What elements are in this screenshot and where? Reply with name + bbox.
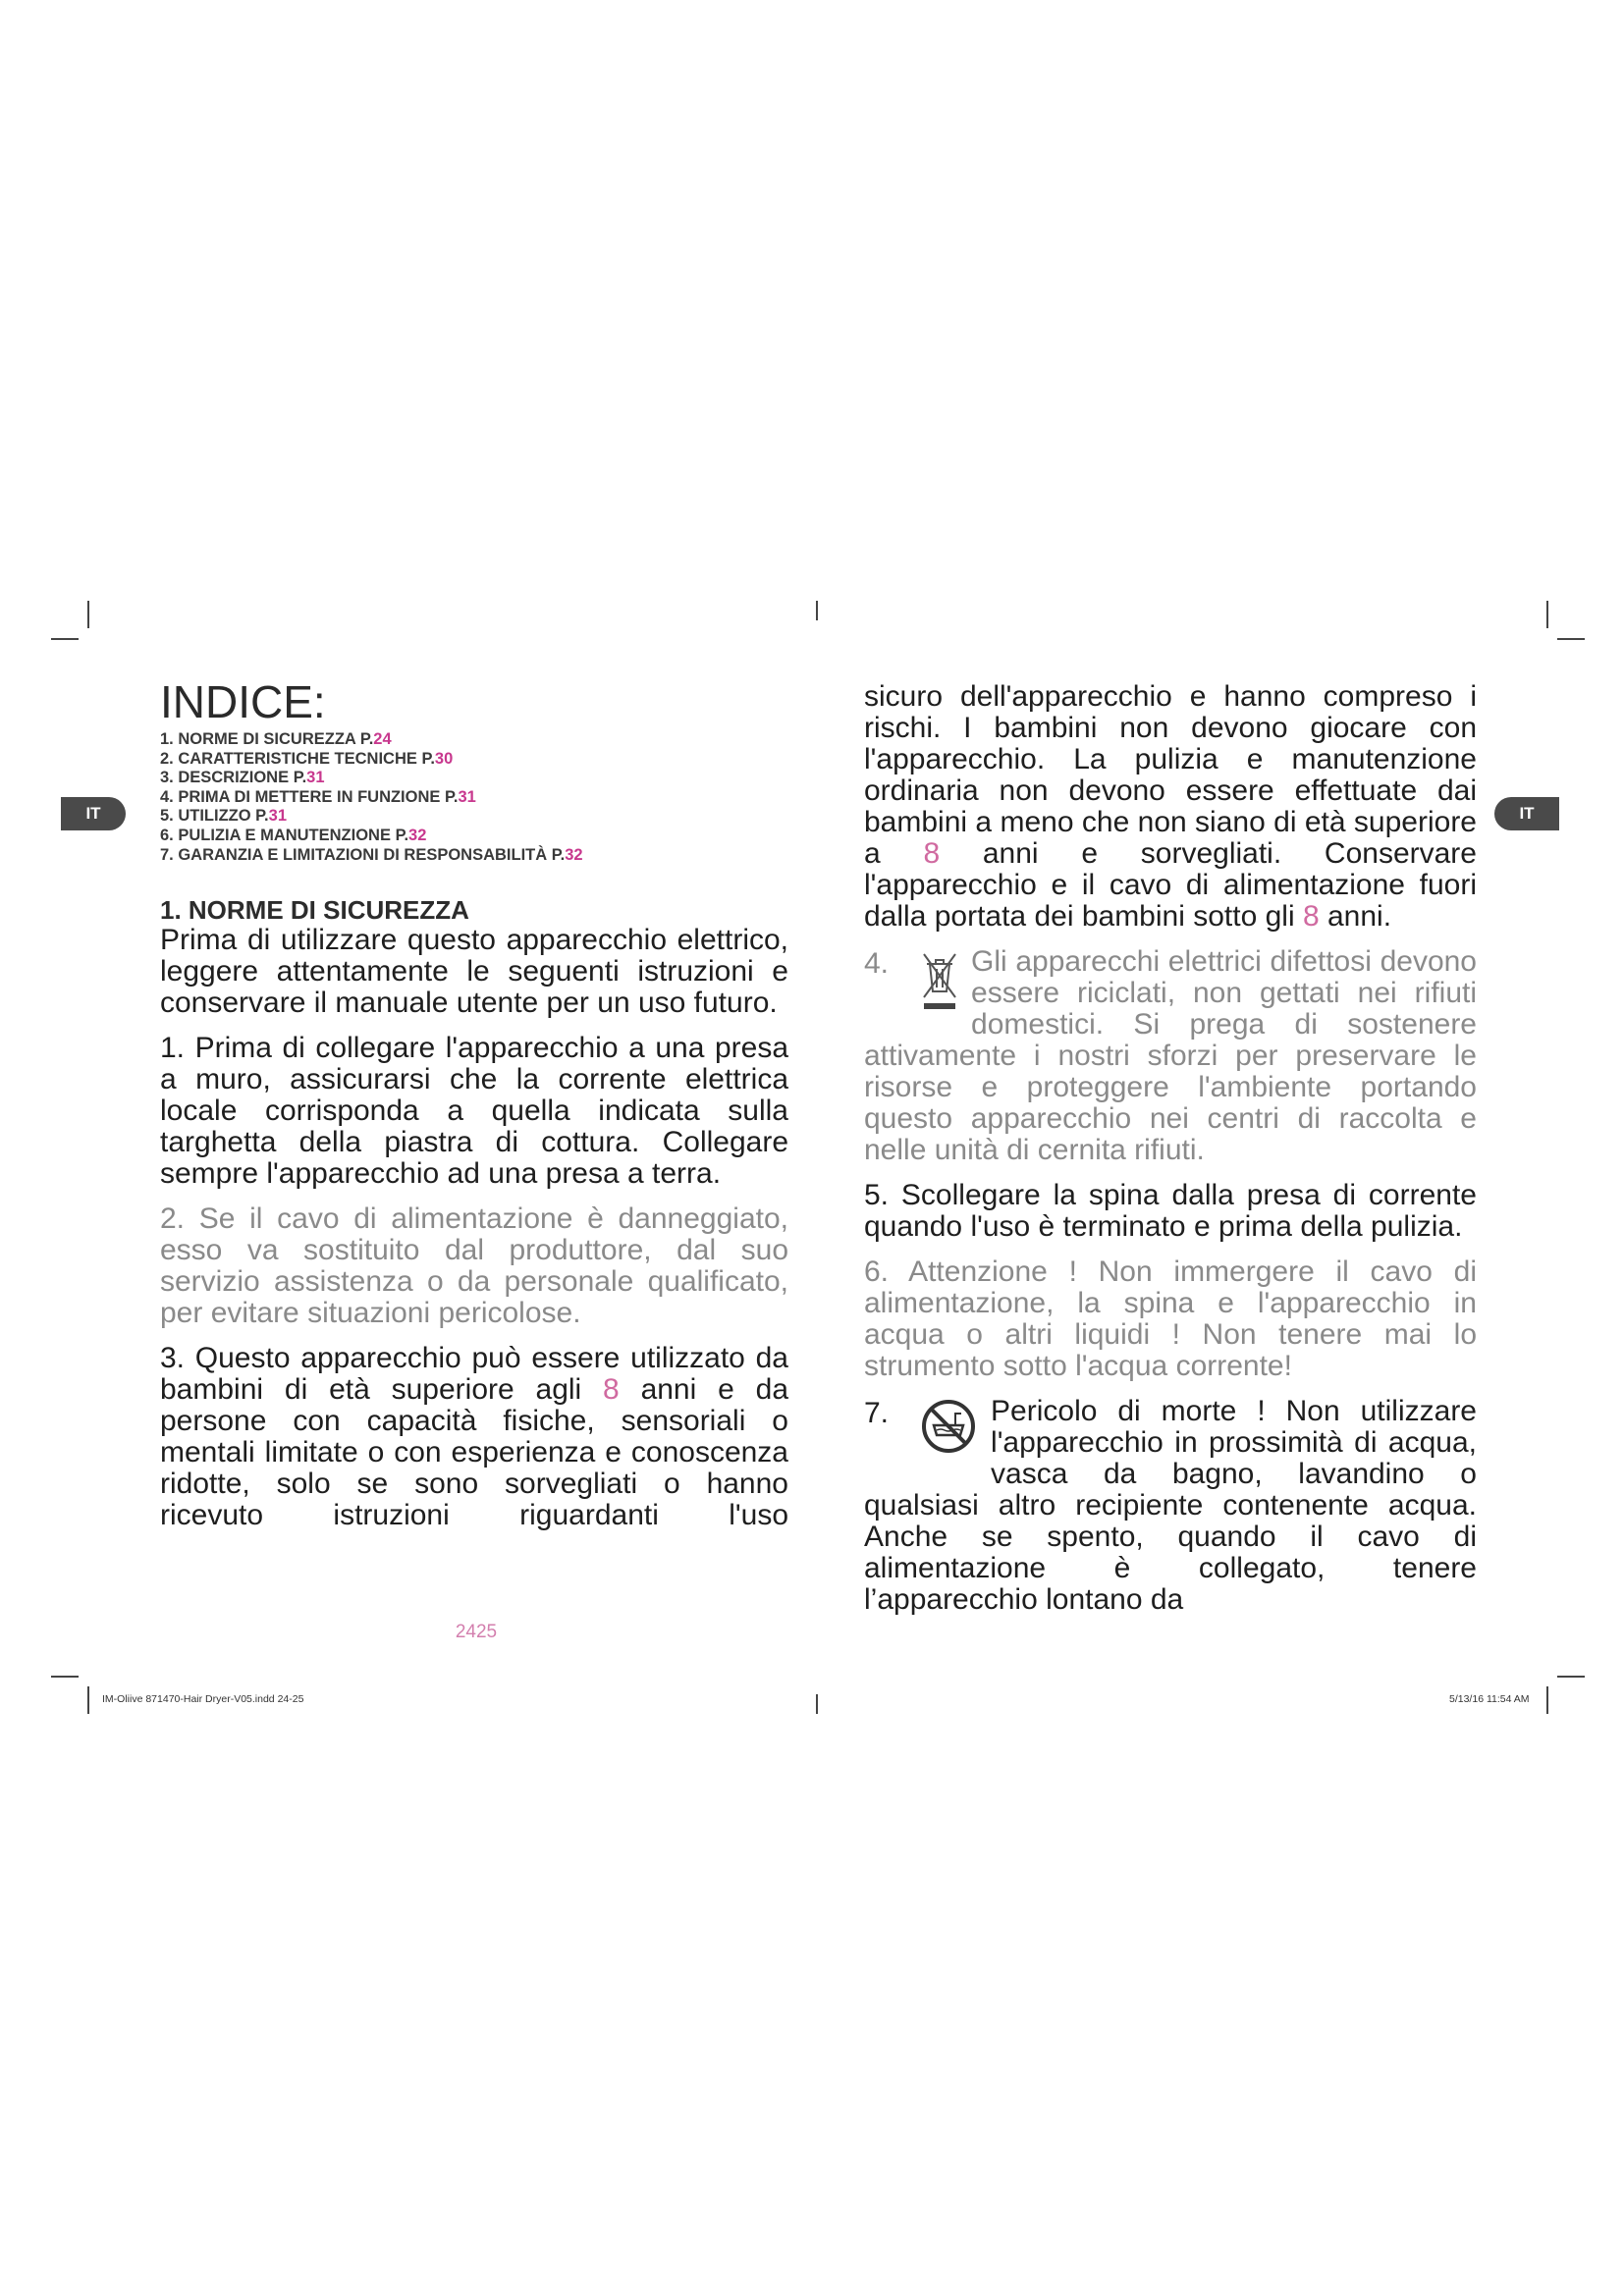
safety-paragraph-4: 4. Gli apparecchi elettrici difettosi devono essere riciclati, non gettati nei rifiuti domestici. Si prega di sostenere attivamente i nostri sforzi per preservare le risorse e proteggere l'ambiente portando questo apparecchio nei centri di raccolta e nelle unità di cernita rifiuti.	[864, 945, 1477, 1166]
crop-mark	[1557, 1676, 1585, 1678]
intro-paragraph: Prima di utilizzare questo apparecchio elettrico, leggere attentamente le seguenti istruzioni e conservare il manuale utente per un uso futuro.	[160, 924, 788, 1019]
toc-item: 7. GARANZIA E LIMITAZIONI DI RESPONSABILITÀ P.32	[160, 845, 583, 864]
index-title: INDICE:	[160, 676, 326, 727]
crop-mark	[1546, 601, 1548, 628]
language-tab-right: IT	[1494, 797, 1559, 830]
left-column	[160, 925, 788, 1545]
safety-paragraph-3-continued: sicuro dell'apparecchio e hanno compreso i rischi. I bambini non devono giocare con l'apparecchio. La pulizia e manutenzione ordinaria non devono essere effettuate dai bambini a meno che non siano di età superiore a 8 anni e sorvegliati. Conservare l'apparecchio e il cavo di alimentazione fuori dalla portata dei bambini sotto gli 8 anni.	[864, 680, 1477, 933]
toc-item: 6. PULIZIA E MANUTENZIONE P.32	[160, 826, 427, 844]
toc-item: 5. UTILIZZO P.31	[160, 807, 287, 826]
crop-mark	[51, 1676, 79, 1678]
crop-mark	[1557, 638, 1585, 640]
safety-paragraph-7: 7. Pericolo di morte ! Non utilizzare l'apparecchio in prossimità di acqua, vasca da bagno, lavandino o qualsiasi altro recipiente contenente acqua. Anche se spento, quando il cavo di alimentazione è collegato, tenere l’apparecchio lontano da	[864, 1395, 1477, 1616]
language-tab-left: IT	[61, 797, 126, 830]
toc-item: 3. DESCRIZIONE P.31	[160, 769, 325, 787]
safety-paragraph-6: 6. Attenzione ! Non immergere il cavo di alimentazione, la spina e l'apparecchio in acqua o altri liquidi ! Non tenere mai lo strumento sotto l'acqua corrente!	[864, 1255, 1477, 1382]
toc-item: 1. NORME DI SICUREZZA P.24	[160, 730, 392, 748]
crop-mark	[87, 601, 89, 628]
paragraph-number: 4.	[864, 947, 890, 980]
safety-paragraph-1: 1. Prima di collegare l'apparecchio a una presa a muro, assicurarsi che la corrente elettrica locale corrisponda a quella indicata sulla targhetta della piastra di cottura. Collegare sempre l'apparecchio ad una presa a terra.	[160, 1032, 788, 1190]
crop-mark	[1546, 1686, 1548, 1714]
no-water-bath-icon	[916, 1398, 981, 1462]
footer-timestamp: 5/13/16 11:54 AM	[1449, 1693, 1530, 1705]
crop-mark	[87, 1686, 89, 1714]
toc-item: 4. PRIMA DI METTERE IN FUNZIONE P.31	[160, 787, 476, 806]
safety-paragraph-5: 5. Scollegare la spina dalla presa di corrente quando l'uso è terminato e prima della pulizia.	[864, 1179, 1477, 1243]
toc-item: 2. CARATTERISTICHE TECNICHE P.30	[160, 749, 454, 768]
crop-mark	[816, 601, 818, 620]
crop-mark	[816, 1694, 818, 1714]
crop-mark	[51, 638, 79, 640]
safety-paragraph-2: 2. Se il cavo di alimentazione è danneggiato, esso va sostituito dal produttore, dal suo servizio assistenza o da personale qualificato, per evitare situazioni pericolose.	[160, 1202, 788, 1329]
safety-paragraph-3: 3. Questo apparecchio può essere utilizzato da bambini di età superiore agli 8 anni e da persone con capacità fisiche, sensoriali o mentali limitate o con esperienza e conoscenza ridotte, solo se sono sorvegliati o hanno ricevuto istruzioni riguardanti l'uso	[160, 1342, 788, 1531]
table-of-contents	[160, 730, 788, 865]
page-number: 2425	[455, 1622, 498, 1642]
footer-filename: IM-Oliive 871470-Hair Dryer-V05.indd 24-25	[102, 1693, 304, 1705]
crossed-bin-recycle-icon	[918, 948, 961, 1020]
right-column	[864, 681, 1477, 1629]
section-title: 1. NORME DI SICUREZZA	[160, 895, 469, 925]
paragraph-number: 7.	[864, 1397, 890, 1429]
